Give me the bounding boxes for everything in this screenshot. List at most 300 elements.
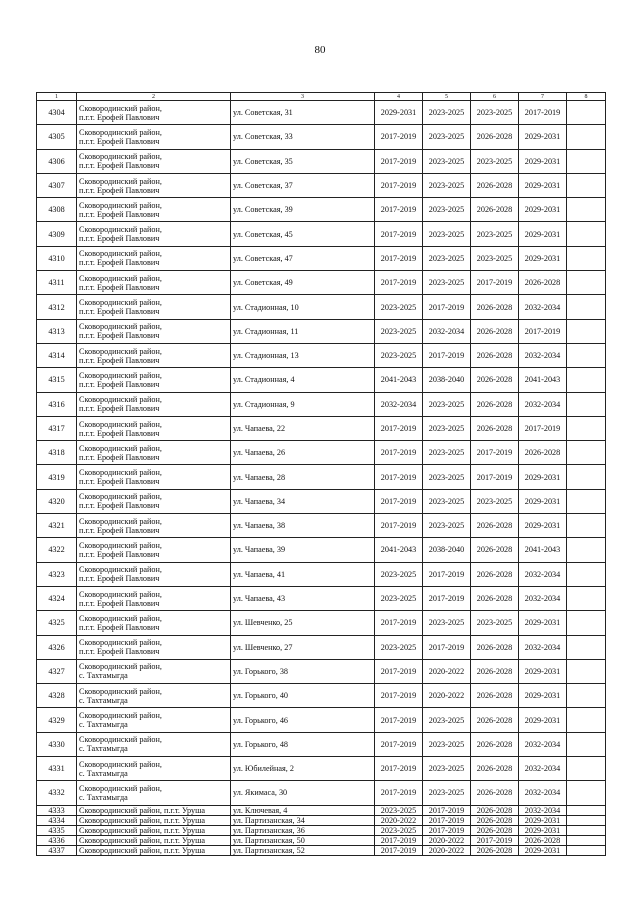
address-cell: ул. Шевченко, 27: [231, 635, 375, 659]
period-cell: 2026-2028: [471, 173, 519, 197]
settlement-text: п.г.т. Ерофей Павлович: [79, 161, 160, 171]
table-row: [37, 659, 606, 683]
note-cell: [567, 416, 606, 440]
row-number: 4333: [37, 805, 77, 815]
address-cell: ул. Партизанская, 52: [231, 845, 375, 855]
note-cell: [567, 659, 606, 683]
period-cell: 2032-2034: [423, 319, 471, 343]
area-cell: [77, 514, 231, 538]
period-cell: 2023-2025: [471, 222, 519, 246]
area-cell: [77, 392, 231, 416]
table-row: [37, 271, 606, 295]
district-text: Сковородинский район,: [79, 686, 162, 696]
period-cell: 2020-2022: [423, 835, 471, 845]
period-cell: 2041-2043: [519, 538, 567, 562]
settlement-text: п.г.т. Ерофей Павлович: [79, 307, 160, 317]
period-cell: 2026-2028: [471, 708, 519, 732]
period-cell: 2026-2028: [519, 441, 567, 465]
note-cell: [567, 392, 606, 416]
period-cell: 2041-2043: [519, 368, 567, 392]
period-cell: 2032-2034: [519, 635, 567, 659]
table-row: [37, 465, 606, 489]
period-cell: 2023-2025: [423, 246, 471, 270]
period-cell: 2017-2019: [423, 586, 471, 610]
table-row: [37, 319, 606, 343]
period-cell: 2038-2040: [423, 368, 471, 392]
period-cell: 2026-2028: [471, 514, 519, 538]
district-text: Сковородинский район,: [79, 395, 162, 405]
period-cell: 2017-2019: [375, 514, 423, 538]
period-cell: 2023-2025: [423, 611, 471, 635]
period-cell: 2029-2031: [519, 845, 567, 855]
row-number: 4332: [37, 781, 77, 805]
row-number: 4311: [37, 271, 77, 295]
address-cell: ул. Партизанская, 50: [231, 835, 375, 845]
period-cell: 2017-2019: [375, 125, 423, 149]
row-number: 4334: [37, 815, 77, 825]
district-text: Сковородинский район,: [79, 492, 162, 502]
table-row: [37, 368, 606, 392]
district-text: Сковородинский район,: [79, 468, 162, 478]
settlement-text: п.г.т. Ерофей Павлович: [79, 574, 160, 584]
address-cell: ул. Чапаева, 34: [231, 489, 375, 513]
period-cell: 2029-2031: [519, 708, 567, 732]
row-number: 4306: [37, 149, 77, 173]
area-cell: [77, 295, 231, 319]
row-number: 4330: [37, 732, 77, 756]
note-cell: [567, 125, 606, 149]
note-cell: [567, 198, 606, 222]
column-number-row: [37, 93, 606, 101]
period-cell: 2017-2019: [471, 271, 519, 295]
area-cell: Сковородинский район, п.г.т. Уруша: [77, 805, 231, 815]
note-cell: [567, 845, 606, 855]
table-row: [37, 732, 606, 756]
period-cell: 2029-2031: [519, 489, 567, 513]
address-cell: ул. Шевченко, 25: [231, 611, 375, 635]
settlement-text: с. Тахтамыгда: [79, 671, 128, 681]
settlement-text: п.г.т. Ерофей Павлович: [79, 185, 160, 195]
note-cell: [567, 319, 606, 343]
settlement-text: п.г.т. Ерофей Павлович: [79, 477, 160, 487]
settlement-text: п.г.т. Ерофей Павлович: [79, 501, 160, 511]
table-row: [37, 815, 606, 825]
period-cell: 2017-2019: [375, 173, 423, 197]
row-number: 4317: [37, 416, 77, 440]
period-cell: 2017-2019: [375, 465, 423, 489]
period-cell: 2023-2025: [375, 319, 423, 343]
table-row: [37, 101, 606, 125]
address-cell: ул. Горького, 38: [231, 659, 375, 683]
address-cell: ул. Партизанская, 34: [231, 815, 375, 825]
note-cell: [567, 815, 606, 825]
period-cell: 2026-2028: [471, 343, 519, 367]
settlement-text: с. Тахтамыгда: [79, 720, 128, 730]
page-number: 80: [314, 44, 326, 56]
period-cell: 2029-2031: [519, 611, 567, 635]
area-cell: [77, 246, 231, 270]
area-cell: [77, 611, 231, 635]
table-row: [37, 416, 606, 440]
district-text: Сковородинский район,: [79, 152, 162, 162]
period-cell: 2026-2028: [519, 271, 567, 295]
period-cell: 2023-2025: [423, 173, 471, 197]
table-row: [37, 149, 606, 173]
period-cell: 2017-2019: [375, 659, 423, 683]
settlement-text: п.г.т. Ерофей Павлович: [79, 379, 160, 389]
address-cell: ул. Горького, 46: [231, 708, 375, 732]
area-cell: [77, 343, 231, 367]
period-cell: 2023-2025: [423, 732, 471, 756]
note-cell: [567, 708, 606, 732]
settlement-text: п.г.т. Ерофей Павлович: [79, 549, 160, 559]
period-cell: 2023-2025: [423, 101, 471, 125]
area-cell: Сковородинский район, п.г.т. Уруша: [77, 845, 231, 855]
period-cell: 2017-2019: [375, 246, 423, 270]
settlement-text: с. Тахтамыгда: [79, 768, 128, 778]
period-cell: 2023-2025: [423, 489, 471, 513]
period-cell: 2032-2034: [519, 757, 567, 781]
district-text: Сковородинский район,: [79, 759, 162, 769]
area-cell: [77, 659, 231, 683]
period-cell: 2023-2025: [423, 708, 471, 732]
period-cell: 2017-2019: [471, 835, 519, 845]
note-cell: [567, 441, 606, 465]
period-cell: 2023-2025: [423, 781, 471, 805]
settlement-text: с. Тахтамыгда: [79, 744, 128, 754]
period-cell: 2026-2028: [471, 732, 519, 756]
period-cell: 2029-2031: [519, 514, 567, 538]
table-row: [37, 441, 606, 465]
table-row: [37, 222, 606, 246]
period-cell: 2020-2022: [423, 684, 471, 708]
district-text: Сковородинский район,: [79, 516, 162, 526]
period-cell: 2023-2025: [423, 149, 471, 173]
period-cell: 2017-2019: [375, 781, 423, 805]
row-number: 4307: [37, 173, 77, 197]
district-text: Сковородинский район,: [79, 783, 162, 793]
period-cell: 2029-2031: [519, 465, 567, 489]
area-cell: [77, 465, 231, 489]
district-text: Сковородинский район,: [79, 273, 162, 283]
period-cell: 2017-2019: [423, 562, 471, 586]
settlement-text: п.г.т. Ерофей Павлович: [79, 258, 160, 268]
area-cell: [77, 781, 231, 805]
header-cell: 5: [423, 93, 471, 101]
row-number: 4335: [37, 825, 77, 835]
address-cell: ул. Советская, 35: [231, 149, 375, 173]
row-number: 4320: [37, 489, 77, 513]
period-cell: 2017-2019: [375, 489, 423, 513]
address-cell: ул. Чапаева, 43: [231, 586, 375, 610]
period-cell: 2029-2031: [519, 173, 567, 197]
period-cell: 2032-2034: [519, 343, 567, 367]
district-text: Сковородинский район,: [79, 540, 162, 550]
period-cell: 2017-2019: [519, 319, 567, 343]
period-cell: 2023-2025: [423, 416, 471, 440]
row-number: 4305: [37, 125, 77, 149]
period-cell: 2023-2025: [375, 586, 423, 610]
note-cell: [567, 611, 606, 635]
period-cell: 2017-2019: [375, 708, 423, 732]
settlement-text: с. Тахтамыгда: [79, 695, 128, 705]
period-cell: 2032-2034: [375, 392, 423, 416]
period-cell: 2032-2034: [519, 562, 567, 586]
period-cell: 2017-2019: [519, 416, 567, 440]
period-cell: 2023-2025: [423, 198, 471, 222]
period-cell: 2017-2019: [375, 222, 423, 246]
note-cell: [567, 805, 606, 815]
period-cell: 2032-2034: [519, 805, 567, 815]
address-cell: ул. Чапаева, 38: [231, 514, 375, 538]
district-text: Сковородинский район,: [79, 103, 162, 113]
period-cell: 2023-2025: [423, 271, 471, 295]
period-cell: 2029-2031: [519, 815, 567, 825]
period-cell: 2017-2019: [423, 825, 471, 835]
row-number: 4337: [37, 845, 77, 855]
area-cell: [77, 149, 231, 173]
header-cell: 1: [37, 93, 77, 101]
period-cell: 2029-2031: [375, 101, 423, 125]
note-cell: [567, 835, 606, 845]
district-text: Сковородинский район,: [79, 200, 162, 210]
district-text: Сковородинский район,: [79, 322, 162, 332]
settlement-text: п.г.т. Ерофей Павлович: [79, 428, 160, 438]
period-cell: 2023-2025: [471, 149, 519, 173]
period-cell: 2020-2022: [423, 845, 471, 855]
area-cell: [77, 538, 231, 562]
district-text: Сковородинский район,: [79, 589, 162, 599]
area-cell: [77, 732, 231, 756]
area-cell: [77, 441, 231, 465]
row-number: 4312: [37, 295, 77, 319]
address-cell: ул. Стадионная, 4: [231, 368, 375, 392]
period-cell: 2038-2040: [423, 538, 471, 562]
header-cell: 3: [231, 93, 375, 101]
note-cell: [567, 781, 606, 805]
address-cell: ул. Юбилейная, 2: [231, 757, 375, 781]
settlement-text: п.г.т. Ерофей Павлович: [79, 452, 160, 462]
period-cell: 2023-2025: [423, 465, 471, 489]
period-cell: 2023-2025: [423, 514, 471, 538]
table-row: [37, 173, 606, 197]
area-cell: [77, 684, 231, 708]
period-cell: 2023-2025: [375, 295, 423, 319]
row-number: 4315: [37, 368, 77, 392]
area-cell: [77, 757, 231, 781]
period-cell: 2017-2019: [375, 416, 423, 440]
table-row: [37, 835, 606, 845]
settlement-text: п.г.т. Ерофей Павлович: [79, 598, 160, 608]
row-number: 4331: [37, 757, 77, 781]
area-cell: [77, 198, 231, 222]
period-cell: 2026-2028: [471, 845, 519, 855]
period-cell: 2023-2025: [375, 825, 423, 835]
table-row: [37, 562, 606, 586]
period-cell: 2029-2031: [519, 222, 567, 246]
period-cell: 2032-2034: [519, 732, 567, 756]
period-cell: 2017-2019: [375, 441, 423, 465]
address-cell: ул. Чапаева, 26: [231, 441, 375, 465]
period-cell: 2026-2028: [471, 538, 519, 562]
note-cell: [567, 368, 606, 392]
table-row: [37, 392, 606, 416]
address-cell: ул. Ключевая, 4: [231, 805, 375, 815]
period-cell: 2023-2025: [375, 343, 423, 367]
table-row: [37, 805, 606, 815]
address-cell: ул. Советская, 31: [231, 101, 375, 125]
district-text: Сковородинский район,: [79, 346, 162, 356]
address-cell: ул. Советская, 45: [231, 222, 375, 246]
district-text: Сковородинский район,: [79, 249, 162, 259]
period-cell: 2026-2028: [471, 635, 519, 659]
period-cell: 2017-2019: [375, 149, 423, 173]
address-cell: ул. Горького, 48: [231, 732, 375, 756]
area-cell: [77, 368, 231, 392]
period-cell: 2026-2028: [471, 781, 519, 805]
period-cell: 2029-2031: [519, 198, 567, 222]
settlement-text: п.г.т. Ерофей Павлович: [79, 282, 160, 292]
note-cell: [567, 149, 606, 173]
period-cell: 2023-2025: [471, 489, 519, 513]
period-cell: 2026-2028: [471, 295, 519, 319]
row-number: 4323: [37, 562, 77, 586]
table-row: [37, 246, 606, 270]
table-row: [37, 198, 606, 222]
row-number: 4326: [37, 635, 77, 659]
period-cell: 2017-2019: [375, 835, 423, 845]
area-cell: Сковородинский район, п.г.т. Уруша: [77, 835, 231, 845]
table-row: [37, 538, 606, 562]
note-cell: [567, 732, 606, 756]
address-cell: ул. Чапаева, 41: [231, 562, 375, 586]
address-cell: ул. Чапаева, 28: [231, 465, 375, 489]
period-cell: 2017-2019: [375, 611, 423, 635]
period-cell: 2023-2025: [375, 562, 423, 586]
period-cell: 2020-2022: [375, 815, 423, 825]
note-cell: [567, 635, 606, 659]
row-number: 4314: [37, 343, 77, 367]
settlement-text: п.г.т. Ерофей Павлович: [79, 331, 160, 341]
row-number: 4321: [37, 514, 77, 538]
address-cell: ул. Советская, 39: [231, 198, 375, 222]
settlement-text: п.г.т. Ерофей Павлович: [79, 622, 160, 632]
period-cell: 2017-2019: [423, 295, 471, 319]
settlement-text: п.г.т. Ерофей Павлович: [79, 647, 160, 657]
district-text: Сковородинский район,: [79, 127, 162, 137]
period-cell: 2017-2019: [471, 465, 519, 489]
period-cell: 2017-2019: [423, 805, 471, 815]
period-cell: 2026-2028: [471, 319, 519, 343]
table-row: [37, 757, 606, 781]
area-cell: Сковородинский район, п.г.т. Уруша: [77, 815, 231, 825]
address-cell: ул. Чапаева, 22: [231, 416, 375, 440]
period-cell: 2026-2028: [471, 368, 519, 392]
note-cell: [567, 271, 606, 295]
area-cell: Сковородинский район, п.г.т. Уруша: [77, 825, 231, 835]
district-text: Сковородинский район,: [79, 419, 162, 429]
settlement-text: п.г.т. Ерофей Павлович: [79, 234, 160, 244]
period-cell: 2026-2028: [471, 815, 519, 825]
period-cell: 2029-2031: [519, 659, 567, 683]
row-number: 4308: [37, 198, 77, 222]
address-cell: ул. Советская, 33: [231, 125, 375, 149]
period-cell: 2026-2028: [471, 684, 519, 708]
table-row: [37, 708, 606, 732]
note-cell: [567, 586, 606, 610]
period-cell: 2017-2019: [423, 815, 471, 825]
period-cell: 2026-2028: [471, 757, 519, 781]
period-cell: 2023-2025: [375, 805, 423, 815]
period-cell: 2017-2019: [471, 441, 519, 465]
row-number: 4322: [37, 538, 77, 562]
period-cell: 2029-2031: [519, 125, 567, 149]
row-number: 4309: [37, 222, 77, 246]
district-text: Сковородинский район,: [79, 638, 162, 648]
header-cell: 8: [567, 93, 606, 101]
row-number: 4319: [37, 465, 77, 489]
note-cell: [567, 295, 606, 319]
area-cell: [77, 173, 231, 197]
period-cell: 2032-2034: [519, 392, 567, 416]
district-text: Сковородинский район,: [79, 370, 162, 380]
area-cell: [77, 489, 231, 513]
address-cell: ул. Советская, 49: [231, 271, 375, 295]
note-cell: [567, 246, 606, 270]
period-cell: 2017-2019: [423, 635, 471, 659]
area-cell: [77, 125, 231, 149]
table-row: [37, 684, 606, 708]
header-cell: 6: [471, 93, 519, 101]
period-cell: 2023-2025: [423, 125, 471, 149]
area-cell: [77, 562, 231, 586]
note-cell: [567, 489, 606, 513]
note-cell: [567, 222, 606, 246]
settlement-text: с. Тахтамыгда: [79, 792, 128, 802]
note-cell: [567, 173, 606, 197]
period-cell: 2026-2028: [471, 125, 519, 149]
table-row: [37, 635, 606, 659]
row-number: 4304: [37, 101, 77, 125]
address-cell: ул. Горького, 40: [231, 684, 375, 708]
period-cell: 2041-2043: [375, 368, 423, 392]
address-cell: ул. Стадионная, 10: [231, 295, 375, 319]
table-row: [37, 514, 606, 538]
period-cell: 2026-2028: [471, 825, 519, 835]
district-text: Сковородинский район,: [79, 565, 162, 575]
table-row: [37, 586, 606, 610]
period-cell: 2032-2034: [519, 295, 567, 319]
period-cell: 2023-2025: [375, 635, 423, 659]
district-text: Сковородинский район,: [79, 443, 162, 453]
row-number: 4316: [37, 392, 77, 416]
period-cell: 2017-2019: [375, 271, 423, 295]
period-cell: 2023-2025: [471, 101, 519, 125]
row-number: 4310: [37, 246, 77, 270]
district-text: Сковородинский район,: [79, 735, 162, 745]
period-cell: 2026-2028: [471, 416, 519, 440]
period-cell: 2026-2028: [471, 562, 519, 586]
note-cell: [567, 562, 606, 586]
period-cell: 2017-2019: [375, 845, 423, 855]
note-cell: [567, 514, 606, 538]
period-cell: 2017-2019: [423, 343, 471, 367]
address-cell: ул. Стадионная, 13: [231, 343, 375, 367]
note-cell: [567, 825, 606, 835]
period-cell: 2017-2019: [375, 757, 423, 781]
district-text: Сковородинский район,: [79, 298, 162, 308]
header-cell: 7: [519, 93, 567, 101]
